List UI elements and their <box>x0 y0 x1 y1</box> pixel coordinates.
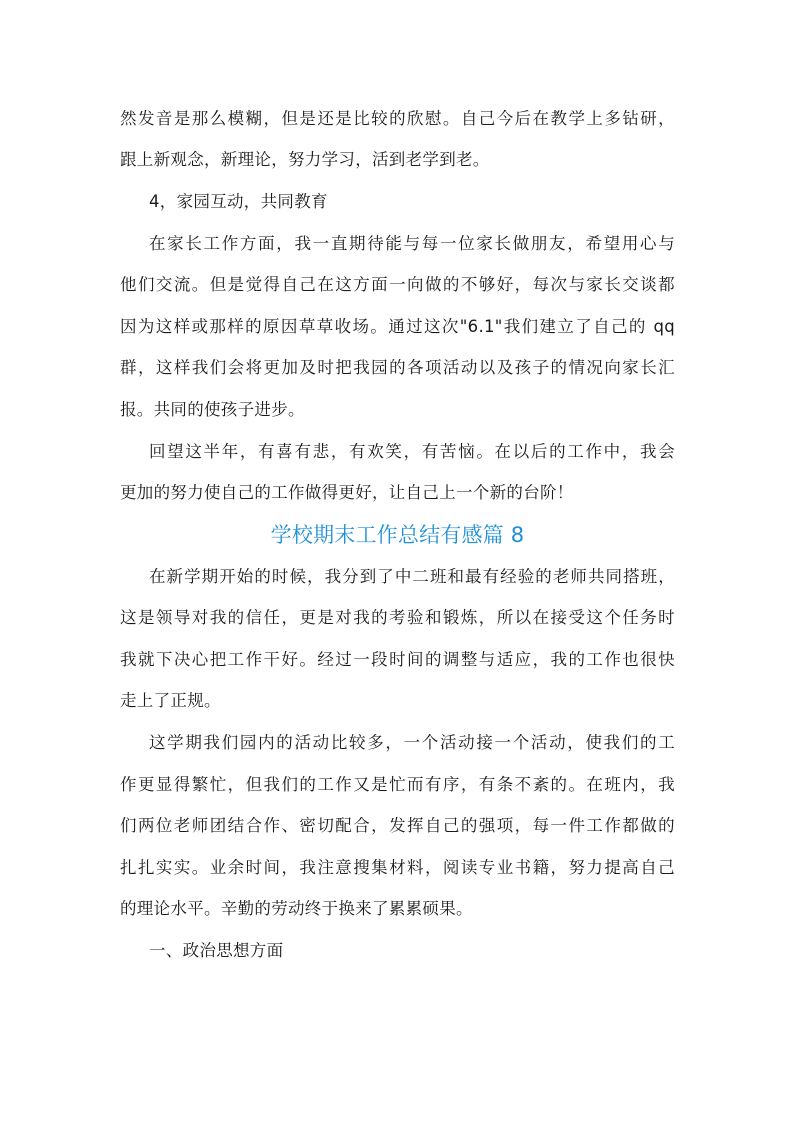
paragraph-line: 报。共同的使孩子进步。 <box>120 400 305 419</box>
paragraph-line: 我就下决心把工作干好。经过一段时间的调整与适应，我的工作也很快 <box>120 650 675 669</box>
paragraph-line: 扎扎实实。业余时间，我注意搜集材料，阅读专业书籍，努力提高自己 <box>120 858 675 877</box>
paragraph-line: 更加的努力使自己的工作做得更好，让自己上一个新的台阶！ <box>120 483 574 502</box>
section-subtitle: 4，家园互动，共同教育 <box>149 192 328 211</box>
section-subtitle: 一、政治思想方面 <box>149 941 284 960</box>
paragraph-line: 这是领导对我的信任，更是对我的考验和锻炼，所以在接受这个任务时 <box>120 608 675 627</box>
paragraph-line: 作更显得繁忙，但我们的工作又是忙而有序，有条不紊的。在班内，我 <box>120 775 675 794</box>
paragraph-line: 这学期我们园内的活动比较多，一个活动接一个活动，使我们的工 <box>149 733 675 752</box>
paragraph-line: 在新学期开始的时候，我分到了中二班和最有经验的老师共同搭班， <box>149 567 675 586</box>
paragraph-line: 们两位老师团结合作、密切配合，发挥自己的强项，每一件工作都做的 <box>120 816 675 835</box>
paragraph-line: 然发音是那么模糊，但是还是比较的欣慰。自己今后在教学上多钻研， <box>120 109 675 128</box>
paragraph-line: 走上了正规。 <box>120 691 221 710</box>
paragraph-line: 因为这样或那样的原因草草收场。通过这次"6.1"我们建立了自己的 qq <box>120 317 675 336</box>
paragraph-line: 回望这半年，有喜有悲，有欢笑，有苦恼。在以后的工作中，我会 <box>149 442 675 461</box>
paragraph-line: 的理论水平。辛勤的劳动终于换来了累累硕果。 <box>120 899 473 918</box>
paragraph-line: 群，这样我们会将更加及时把我园的各项活动以及孩子的情况向家长汇 <box>120 358 675 377</box>
paragraph-line: 在家长工作方面，我一直期待能与每一位家长做朋友，希望用心与 <box>149 234 675 253</box>
section-heading: 学校期末工作总结有感篇 8 <box>270 523 525 547</box>
paragraph-line: 他们交流。但是觉得自己在这方面一向做的不够好，每次与家长交谈都 <box>120 275 675 294</box>
paragraph-line: 跟上新观念，新理论，努力学习，活到老学到老。 <box>120 150 490 169</box>
